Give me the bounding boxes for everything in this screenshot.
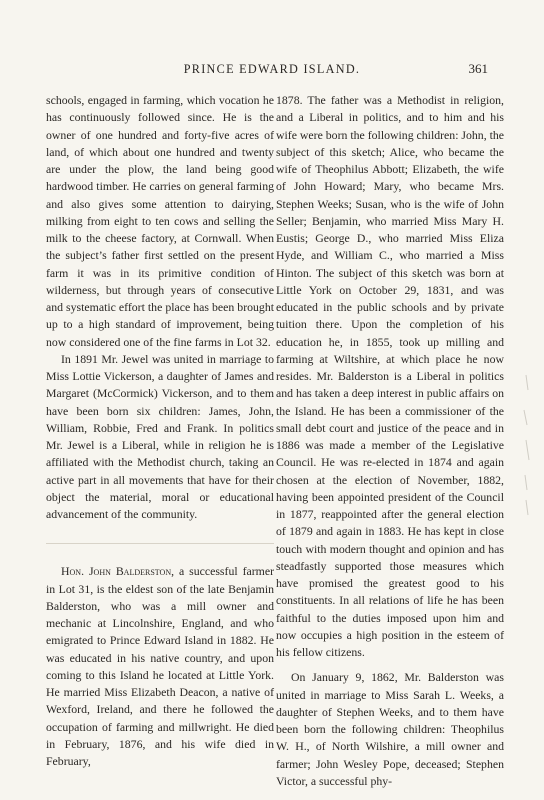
balderston-paragraph-marriage: On January 9, 1862, Mr. Balderston was united in marriage to Miss Sarah L. Weeks, a daughter of Stephen Weeks, and to them have been born the following children: Theophilus W. H., of North Wilshire, a mill owner and farmer; John Wesley Pope, deceased; Stephen Victor, a successful phy- [276, 670, 504, 788]
jewel-paragraph-marriage: In 1891 Mr. Jewel was united in marriage to Miss Lottie Vickerson, a daughter of James and Margaret (McCormick) Vickerson, and to them have been born six children: James, John, William, Robbie, Fred and Frank. In politics Mr. Jewel is a Liberal, while in religion he is affiliated with the Methodist church, taking an active part in all movements that have for their object the material, moral or educational advancement of the community. [46, 351, 274, 521]
balderston-paragraph-family: 1878. The father was a Methodist in religion, and a Liberal in politics, and to him and his wife were born the following children: John, the subject of this sketch; Alice, who became the wife of Theophilus Abbott; Elizabeth, the wife of John Howard; Mary, who became Mrs. Stephen Weeks; Susan, who is the wife of John Seller; Benjamin, who married Miss Mary H. Eustis; George D., who married Miss Eliza Hyde, and William C., who married a Miss Hinton. The subject of this sketch was born at Little York on October 29, 1831, and was educated in the public schools and by private tuition there. Upon the completion of his education he, in 1855, took up milling and farming at Wiltshire, at which place he now resides. Mr. Balderston is a Liberal in politics and has taken a deep interest in public affairs on the Island. He has been a commissioner of the small debt court and justice of the peace and in 1886 was made a member of the Legislative Council. He was re-elected in 1874 and again chosen at the election of November, 1882, having been appointed president of the Council in 1877, reappointed after the general election of 1879 and again in 1883. He has kept in close touch with modern thought and opinion and has steadfastly supported those measures which have promised the greatest good to his constituents. In all relations of life he has been faithful to the duties imposed upon him and now occupies a high position in the esteem of his fellow citizens. [276, 93, 505, 659]
balderston-intro-text: , a successful farmer in Lot 31, is the eldest son of the late Benjamin Balderston, who was a mill owner and mechanic at Lincolnshire, England, and who emigrated to Prince Edward Island in 1882. He was educated in his native country, and upon coming to this Island he located at Little York. He married Miss Elizabeth Deacon, a native of Wexford, Ireland, and there he followed the occupation of farming and millwright. He died in February, 1876, and his wife died in February, [46, 564, 274, 768]
margin-pencil-marks [514, 370, 536, 520]
balderston-name-lead: Hon. John Balderston [61, 564, 172, 579]
page-number: 361 [468, 61, 488, 76]
right-column [276, 92, 504, 790]
left-column [46, 92, 274, 770]
balderston-paragraph-intro [46, 563, 274, 770]
running-title: PRINCE EDWARD ISLAND. [183, 62, 361, 76]
jewel-paragraph-farm: schools, engaged in farming, which vocation he has continuously followed since. He is the owner of one hundred and forty-five acres of land, of which about one hundred and twenty are under the plow, the land being good hardwood timber. He carries on general farming and also gives some attention to dairying, milking from eight to ten cows and selling the milk to the cheese factory, at Cornwall. When the subject’s father first settled on the present farm it was in its primitive condition of wilderness, but through years of consecutive and systematic effort the place has been brought up to a high standard of improvement, being now considered one of the fine farms in Lot 32. [46, 93, 274, 349]
section-separator [46, 523, 274, 563]
running-head [0, 60, 544, 78]
